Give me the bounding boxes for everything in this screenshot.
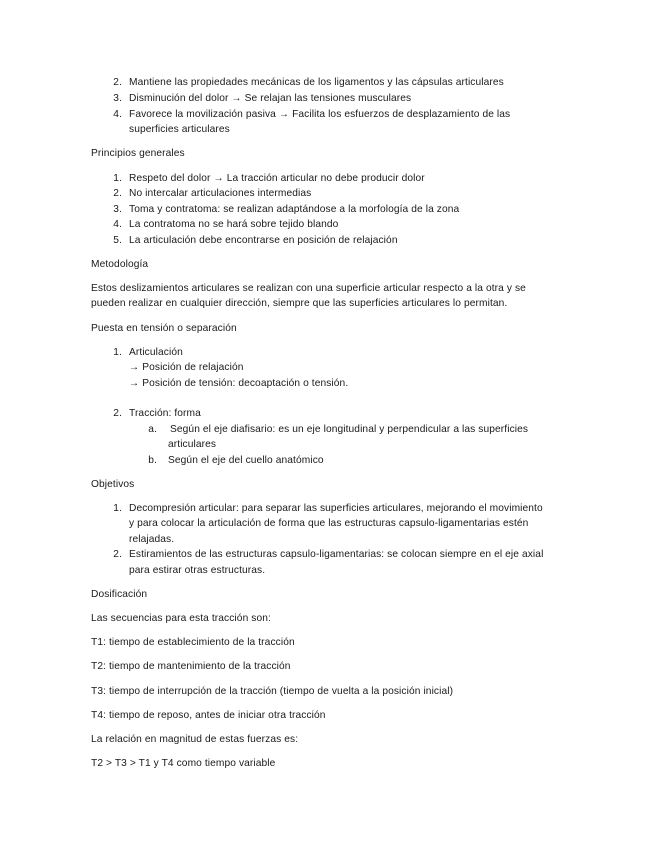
list-item: La articulación debe encontrarse en posición de relajación	[129, 235, 398, 246]
list-item: Tracción: forma	[129, 408, 201, 419]
list-item: Favorece la movilización pasiva → Facilita los esfuerzos de desplazamiento de las	[129, 109, 511, 120]
time-definition: T4: tiempo de reposo, antes de iniciar otra tracción	[91, 710, 326, 721]
list-number: 4.	[113, 109, 122, 120]
list-item: Estiramientos de las estructuras capsulo-ligamentarias: se colocan siempre en el eje axial	[129, 549, 544, 560]
list-item-continuation: para estirar otras estructuras.	[129, 565, 266, 576]
list-number: 3.	[113, 204, 122, 215]
list-number: 4.	[113, 219, 122, 230]
list-number: 3.	[113, 93, 122, 104]
list-item: No intercalar articulaciones intermedias	[129, 188, 312, 199]
relation-formula: T2 > T3 > T1 y T4 como tiempo variable	[91, 758, 276, 769]
time-definition: T1: tiempo de establecimiento de la tracción	[91, 637, 295, 648]
sub-item-arrow: → Posición de tensión: decoaptación o tensión.	[129, 378, 349, 389]
section-heading-objetivos: Objetivos	[91, 479, 135, 490]
section-heading-tension: Puesta en tensión o separación	[91, 323, 237, 334]
section-heading-dosificacion: Dosificación	[91, 589, 148, 600]
list-item: Decompresión articular: para separar las superficies articulares, mejorando el movimiento	[129, 503, 543, 514]
sub-list-item: Según el eje del cuello anatómico	[168, 455, 324, 466]
list-item: Mantiene las propiedades mecánicas de los ligamentos y las cápsulas articulares	[129, 77, 504, 88]
list-item: Disminución del dolor → Se relajan las tensiones musculares	[129, 93, 412, 104]
time-definition: T3: tiempo de interrupción de la tracción (tiempo de vuelta a la posición inicial)	[91, 686, 454, 697]
list-number: 2.	[113, 549, 122, 560]
paragraph-line: Estos deslizamientos articulares se realizan con una superficie articular respecto a la otra y se	[91, 283, 526, 294]
list-item-continuation: relajadas.	[129, 534, 175, 545]
list-item: Respeto del dolor → La tracción articular no debe producir dolor	[129, 173, 425, 184]
list-item-continuation: superficies articulares	[129, 124, 230, 135]
list-number: 5.	[113, 235, 122, 246]
list-number: 1.	[113, 503, 122, 514]
sub-list-letter: a.	[148, 424, 157, 435]
sub-list-letter: b.	[148, 455, 157, 466]
sub-list-item: Según el eje diafisario: es un eje longitudinal y perpendicular a las superficies	[170, 424, 529, 435]
list-item: Articulación	[129, 347, 183, 358]
paragraph-line: Las secuencias para esta tracción son:	[91, 613, 271, 624]
list-item: Toma y contratoma: se realizan adaptándose a la morfología de la zona	[129, 204, 460, 215]
section-heading-metodologia: Metodología	[91, 259, 149, 270]
list-number: 1.	[113, 173, 122, 184]
list-item-continuation: y para colocar la articulación de forma que las estructuras capsulo-ligamentarias estén	[129, 518, 529, 529]
list-number: 2.	[113, 77, 122, 88]
list-number: 1.	[113, 347, 122, 358]
section-heading-principios: Principios generales	[91, 148, 185, 159]
list-number: 2.	[113, 408, 122, 419]
paragraph-line: La relación en magnitud de estas fuerzas es:	[91, 734, 299, 745]
sub-list-item-continuation: articulares	[168, 439, 217, 450]
list-number: 2.	[113, 188, 122, 199]
paragraph-line: pueden realizar en cualquier dirección, siempre que las superficies articulares lo permitan.	[91, 298, 508, 309]
time-definition: T2: tiempo de mantenimiento de la tracción	[91, 661, 291, 672]
sub-item-arrow: → Posición de relajación	[129, 362, 244, 373]
list-item: La contratoma no se hará sobre tejido blando	[129, 219, 339, 230]
